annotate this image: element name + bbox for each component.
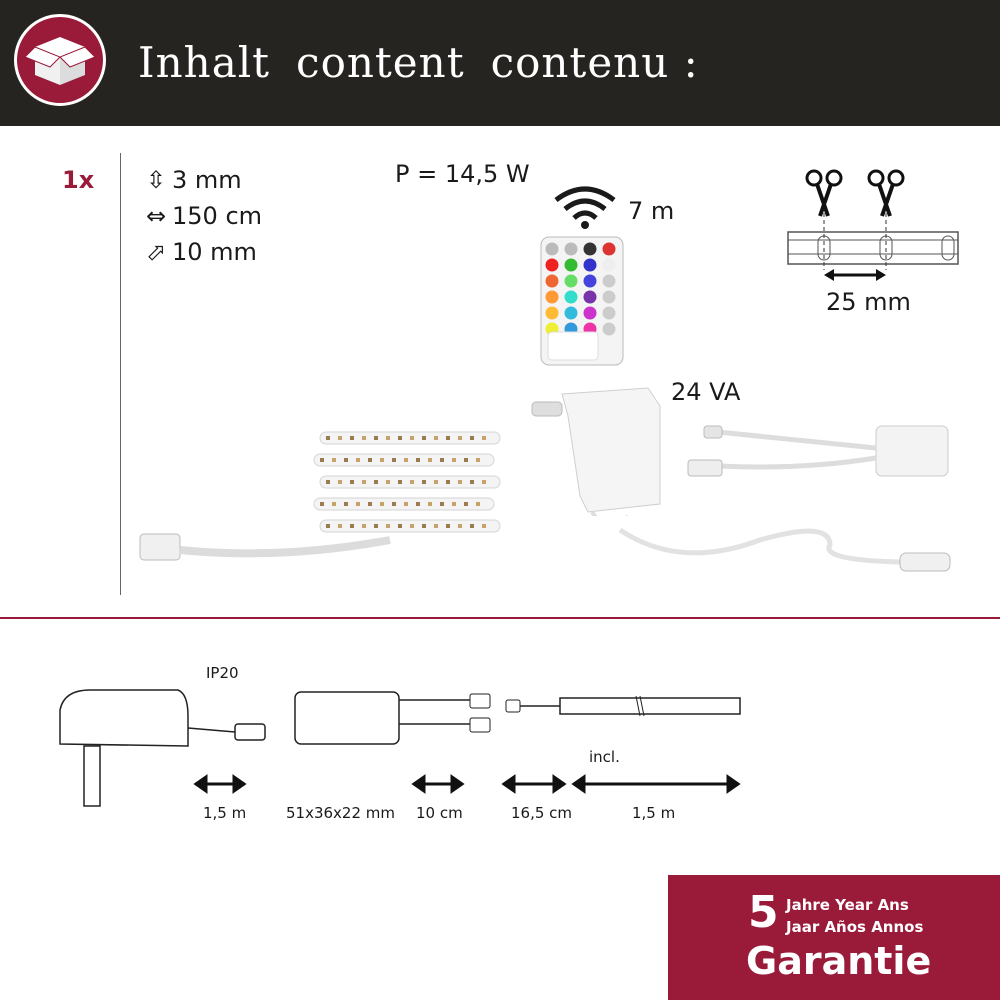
remote-button: [546, 259, 559, 272]
led-chip: [392, 502, 396, 506]
led-chip: [434, 480, 438, 484]
led-chip: [398, 436, 402, 440]
remote-button: [565, 259, 578, 272]
warranty-word: Garantie: [746, 939, 932, 983]
led-chip: [386, 436, 390, 440]
spec-width-value: 10 mm: [172, 238, 257, 266]
led-chip: [464, 502, 468, 506]
led-chip: [428, 458, 432, 462]
cut-distance-label: 25 mm: [826, 288, 911, 316]
led-chip: [386, 524, 390, 528]
led-chip: [428, 502, 432, 506]
led-chip: [374, 524, 378, 528]
cut-marks-diagram: [784, 166, 964, 276]
length-arrow-icon: ⇔: [146, 202, 167, 230]
scissors-icon: [807, 171, 841, 216]
led-chip: [464, 458, 468, 462]
led-chip: [440, 502, 444, 506]
led-chip: [416, 458, 420, 462]
led-chip: [404, 458, 408, 462]
led-chip: [410, 436, 414, 440]
dim-label-controller: 51x36x22 mm: [286, 804, 396, 822]
remote-button: [603, 259, 616, 272]
led-chip: [392, 458, 396, 462]
led-chip: [356, 502, 360, 506]
remote-button: [584, 307, 597, 320]
led-chip: [368, 502, 372, 506]
led-chip: [410, 524, 414, 528]
led-chip: [320, 458, 324, 462]
box-icon: [14, 14, 106, 106]
led-chip: [350, 524, 354, 528]
divider-vertical: [120, 153, 121, 595]
remote-button: [584, 291, 597, 304]
section-divider: [0, 617, 1000, 619]
led-chip: [386, 480, 390, 484]
led-chip: [374, 480, 378, 484]
led-chip: [362, 524, 366, 528]
spec-length: [146, 202, 262, 230]
led-chip: [338, 480, 342, 484]
quantity-label: 1x: [62, 166, 95, 194]
led-chip: [434, 436, 438, 440]
dim-label-strip: 1,5 m: [632, 804, 676, 822]
height-arrow-icon: ⇳: [146, 166, 167, 194]
title-word-en: content: [296, 38, 465, 87]
power-label: P = 14,5 W: [395, 160, 530, 188]
led-chip: [344, 502, 348, 506]
remote-button: [603, 307, 616, 320]
page-title: [138, 38, 725, 87]
ip-rating-label: IP20: [206, 664, 239, 682]
led-chip: [434, 524, 438, 528]
remote-control-image: [540, 236, 624, 366]
led-chip: [362, 436, 366, 440]
led-chip: [326, 480, 330, 484]
dim-label-cable: 1,5 m: [203, 804, 247, 822]
led-chip: [440, 458, 444, 462]
led-strip-coil-image: [130, 410, 520, 580]
remote-button: [565, 243, 578, 256]
led-chip: [470, 480, 474, 484]
remote-button: [546, 243, 559, 256]
led-chip: [476, 458, 480, 462]
led-chip: [368, 458, 372, 462]
led-chip: [350, 436, 354, 440]
remote-button: [565, 307, 578, 320]
led-chip: [380, 458, 384, 462]
remote-button: [603, 291, 616, 304]
led-chip: [452, 458, 456, 462]
led-chip: [422, 436, 426, 440]
led-chip: [470, 524, 474, 528]
width-arrow-icon: ⬀: [146, 238, 167, 266]
remote-button: [565, 291, 578, 304]
dimension-arrows: [190, 774, 750, 794]
remote-button: [546, 291, 559, 304]
dim-label-lead: 16,5 cm: [511, 804, 573, 822]
warranty-badge: [668, 875, 1000, 1000]
title-word-fr: contenu :: [490, 38, 699, 87]
remote-button: [603, 275, 616, 288]
warranty-line1: Jahre Year Ans: [786, 896, 909, 914]
led-chip: [350, 480, 354, 484]
led-chip: [380, 502, 384, 506]
remote-button: [546, 307, 559, 320]
remote-button: [603, 323, 616, 336]
led-chip: [332, 458, 336, 462]
led-chip: [356, 458, 360, 462]
led-chip: [476, 502, 480, 506]
scissors-icon: [869, 171, 903, 216]
remote-button: [584, 259, 597, 272]
remote-button: [603, 243, 616, 256]
led-chip: [338, 436, 342, 440]
led-chip: [482, 480, 486, 484]
wireless-signal-icon: [552, 186, 618, 230]
led-chip: [326, 524, 330, 528]
led-chip: [320, 502, 324, 506]
adapter-rating-label: 24 VA: [671, 378, 741, 406]
led-chip: [458, 524, 462, 528]
incl-label: incl.: [589, 748, 620, 766]
led-chip: [470, 436, 474, 440]
led-chip: [482, 524, 486, 528]
led-chip: [446, 480, 450, 484]
spec-height-value: 3 mm: [172, 166, 242, 194]
double-arrow-icon: [824, 266, 886, 284]
led-chip: [326, 436, 330, 440]
led-chip: [332, 502, 336, 506]
remote-button: [546, 275, 559, 288]
controller-cables-image: [600, 410, 970, 590]
led-chip: [374, 436, 378, 440]
led-chip: [446, 436, 450, 440]
remote-button: [584, 243, 597, 256]
led-chip: [422, 480, 426, 484]
warranty-years: 5: [748, 887, 779, 938]
led-chip: [404, 502, 408, 506]
led-chip: [410, 480, 414, 484]
remote-range-label: 7 m: [628, 197, 675, 225]
spec-width: [146, 238, 257, 266]
led-chip: [362, 480, 366, 484]
led-chip: [344, 458, 348, 462]
warranty-line2: Jaar Años Annos: [786, 918, 924, 936]
led-chip: [398, 480, 402, 484]
led-chip: [422, 524, 426, 528]
title-word-de: Inhalt: [138, 38, 271, 87]
remote-button: [584, 275, 597, 288]
spec-height: [146, 166, 242, 194]
led-chip: [446, 524, 450, 528]
remote-button: [565, 275, 578, 288]
header-bar: [0, 0, 1000, 126]
led-chip: [398, 524, 402, 528]
led-chip: [482, 436, 486, 440]
led-chip: [452, 502, 456, 506]
led-chip: [458, 480, 462, 484]
led-chip: [338, 524, 342, 528]
led-chip: [416, 502, 420, 506]
led-chip: [458, 436, 462, 440]
dim-label-connector: 10 cm: [416, 804, 463, 822]
spec-length-value: 150 cm: [172, 202, 263, 230]
